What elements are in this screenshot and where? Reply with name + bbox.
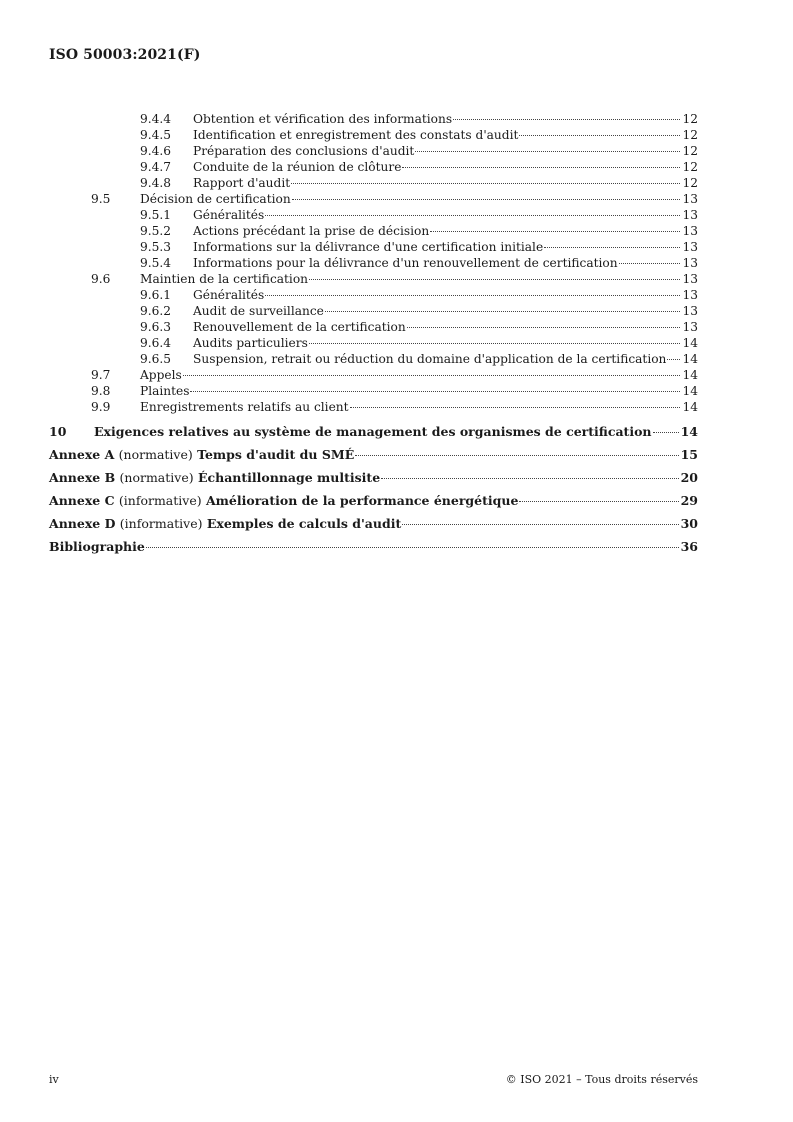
toc-entry-page: 14 [680, 424, 698, 439]
toc-entry[interactable] [49, 191, 698, 207]
toc-entry[interactable] [49, 223, 698, 239]
toc-entry-title: Conduite de la réunion de clôture [193, 160, 402, 174]
toc-entry[interactable] [49, 143, 698, 159]
dot-leader [430, 231, 680, 232]
toc-entry-number: 9.9 [91, 400, 111, 414]
toc-entry-number: 9.6.2 [140, 304, 172, 318]
toc-entry-page: 13 [682, 256, 698, 270]
toc-entry-number: 9.5.3 [140, 240, 172, 254]
toc-entry-title: Audit de surveillance [193, 304, 324, 318]
toc-entry-page: 12 [682, 112, 698, 126]
dot-leader [519, 135, 680, 136]
toc-entry-page: 13 [682, 272, 698, 286]
toc-entry-number: 9.5 [91, 192, 111, 206]
toc-entry-number: 9.7 [91, 368, 111, 382]
toc-entry-page: 20 [680, 470, 698, 485]
toc-bibliography[interactable] [49, 539, 698, 555]
toc-entry-number: 9.6.1 [140, 288, 172, 302]
annex-title: Temps d'audit du SMÉ [197, 447, 355, 462]
toc-entry-title: Renouvellement de la certification [193, 320, 406, 334]
toc-entry[interactable] [49, 367, 698, 383]
toc-entry-number: 10 [49, 424, 67, 439]
toc-entry-page: 12 [682, 128, 698, 142]
dot-leader [415, 151, 680, 152]
toc-entry-page: 13 [682, 320, 698, 334]
toc-entry-page: 14 [682, 400, 698, 414]
toc-entry-page: 14 [682, 336, 698, 350]
toc-entry[interactable] [49, 303, 698, 319]
toc-entry-title: Généralités [193, 288, 265, 302]
toc-entry-title: Enregistrements relatifs au client [140, 400, 349, 414]
toc-entry-title: Maintien de la certification [140, 272, 309, 286]
toc-entry-title: Suspension, retrait ou réduction du domaine d'application de la certification [193, 352, 667, 366]
toc-entry-page: 12 [682, 144, 698, 158]
toc-entry[interactable] [49, 207, 698, 223]
toc-entry-number: 9.4.7 [140, 160, 172, 174]
toc-entry[interactable] [49, 383, 698, 399]
toc-entry[interactable] [49, 255, 698, 271]
dot-leader [183, 375, 681, 376]
annex-label: Annexe C [49, 493, 115, 508]
toc-entry-number: 9.8 [91, 384, 111, 398]
toc-entry-title: Bibliographie [49, 539, 145, 554]
dot-leader [265, 295, 680, 296]
toc-entry-title: Exigences relatives au système de management des organismes de certification [94, 424, 652, 439]
toc-entry-number: 9.6.3 [140, 320, 172, 334]
toc-annex-c[interactable] [49, 493, 698, 509]
toc-entry-title: Décision de certification [140, 192, 291, 206]
toc-entry-number: 9.6.4 [140, 336, 172, 350]
dot-leader [265, 215, 680, 216]
dot-leader [350, 407, 681, 408]
toc-entry[interactable] [49, 271, 698, 287]
annex-type: (informative) [119, 516, 203, 531]
dot-leader [619, 263, 681, 264]
annex-label: Annexe D [49, 516, 116, 531]
annex-title: Exemples de calculs d'audit [206, 516, 402, 531]
toc-entry[interactable] [49, 239, 698, 255]
toc-entry[interactable] [49, 287, 698, 303]
dot-leader [325, 311, 681, 312]
dot-leader [407, 327, 681, 328]
document-id: ISO 50003:2021(F) [49, 47, 201, 63]
toc-entry-page: 29 [680, 493, 698, 508]
annex-type: (normative) [119, 470, 194, 485]
toc-entry[interactable] [49, 159, 698, 175]
toc-entry-page: 14 [682, 384, 698, 398]
toc-entry-title: Informations sur la délivrance d'une certification initiale [193, 240, 544, 254]
dot-leader [309, 343, 681, 344]
dot-leader [519, 501, 678, 502]
toc-entry-page: 12 [682, 176, 698, 190]
toc-entry-page: 15 [680, 447, 698, 462]
toc-annex-b[interactable] [49, 470, 698, 486]
dot-leader [667, 359, 680, 360]
toc-entry-title: Plaintes [140, 384, 190, 398]
toc-entry-number: 9.5.2 [140, 224, 172, 238]
table-of-contents [49, 111, 698, 555]
annex-type: (normative) [118, 447, 193, 462]
toc-entry-title: Identification et enregistrement des constats d'audit [193, 128, 519, 142]
dot-leader [291, 183, 680, 184]
toc-entry[interactable] [49, 111, 698, 127]
annex-title: Échantillonnage multisite [197, 470, 381, 485]
toc-entry-page: 13 [682, 304, 698, 318]
annex-label: Annexe A [49, 447, 115, 462]
dot-leader [453, 119, 680, 120]
copyright-notice: © ISO 2021 – Tous droits réservés [505, 1073, 698, 1086]
toc-entry-title: Actions précédant la prise de décision [193, 224, 430, 238]
toc-clause-10[interactable] [49, 424, 698, 440]
toc-entry-page: 14 [682, 352, 698, 366]
toc-entry[interactable] [49, 319, 698, 335]
toc-entry-page: 14 [682, 368, 698, 382]
toc-entry-number: 9.5.4 [140, 256, 172, 270]
dot-leader [309, 279, 680, 280]
toc-entry-page: 13 [682, 192, 698, 206]
toc-entry-title: Informations pour la délivrance d'un renouvellement de certification [193, 256, 618, 270]
toc-entry-title: Obtention et vérification des informations [193, 112, 453, 126]
toc-entry[interactable] [49, 351, 698, 367]
toc-entry-number: 9.4.4 [140, 112, 172, 126]
dot-leader [402, 524, 678, 525]
toc-entry[interactable] [49, 399, 698, 415]
toc-entry[interactable] [49, 335, 698, 351]
dot-leader [402, 167, 680, 168]
dot-leader [355, 455, 678, 456]
toc-entry-page: 13 [682, 224, 698, 238]
dot-leader [146, 547, 679, 548]
toc-entry-number: 9.4.5 [140, 128, 172, 142]
annex-label: Annexe B [49, 470, 116, 485]
toc-entry-number: 9.5.1 [140, 208, 172, 222]
toc-entry-title: Rapport d'audit [193, 176, 291, 190]
toc-entry-number: 9.6 [91, 272, 111, 286]
toc-entry[interactable] [49, 175, 698, 191]
toc-entry-page: 12 [682, 160, 698, 174]
toc-entry-page: 36 [680, 539, 698, 554]
toc-entry-number: 9.4.8 [140, 176, 172, 190]
annex-type: (informative) [118, 493, 202, 508]
dot-leader [544, 247, 680, 248]
toc-entry-number: 9.4.6 [140, 144, 172, 158]
toc-entry-title: Appels [140, 368, 182, 382]
page-number: iv [49, 1073, 59, 1086]
toc-entry-page: 13 [682, 288, 698, 302]
annex-title: Amélioration de la performance énergétique [205, 493, 519, 508]
toc-entry-title: Généralités [193, 208, 265, 222]
dot-leader [653, 432, 679, 433]
toc-entry[interactable] [49, 127, 698, 143]
dot-leader [190, 391, 680, 392]
toc-entry-number: 9.6.5 [140, 352, 172, 366]
toc-entry-page: 13 [682, 240, 698, 254]
dot-leader [381, 478, 678, 479]
dot-leader [292, 199, 681, 200]
toc-entry-page: 13 [682, 208, 698, 222]
toc-entry-title: Audits particuliers [193, 336, 308, 350]
toc-annex-a[interactable] [49, 447, 698, 463]
toc-entry-title: Préparation des conclusions d'audit [193, 144, 415, 158]
toc-annex-d[interactable] [49, 516, 698, 532]
toc-entry-page: 30 [680, 516, 698, 531]
